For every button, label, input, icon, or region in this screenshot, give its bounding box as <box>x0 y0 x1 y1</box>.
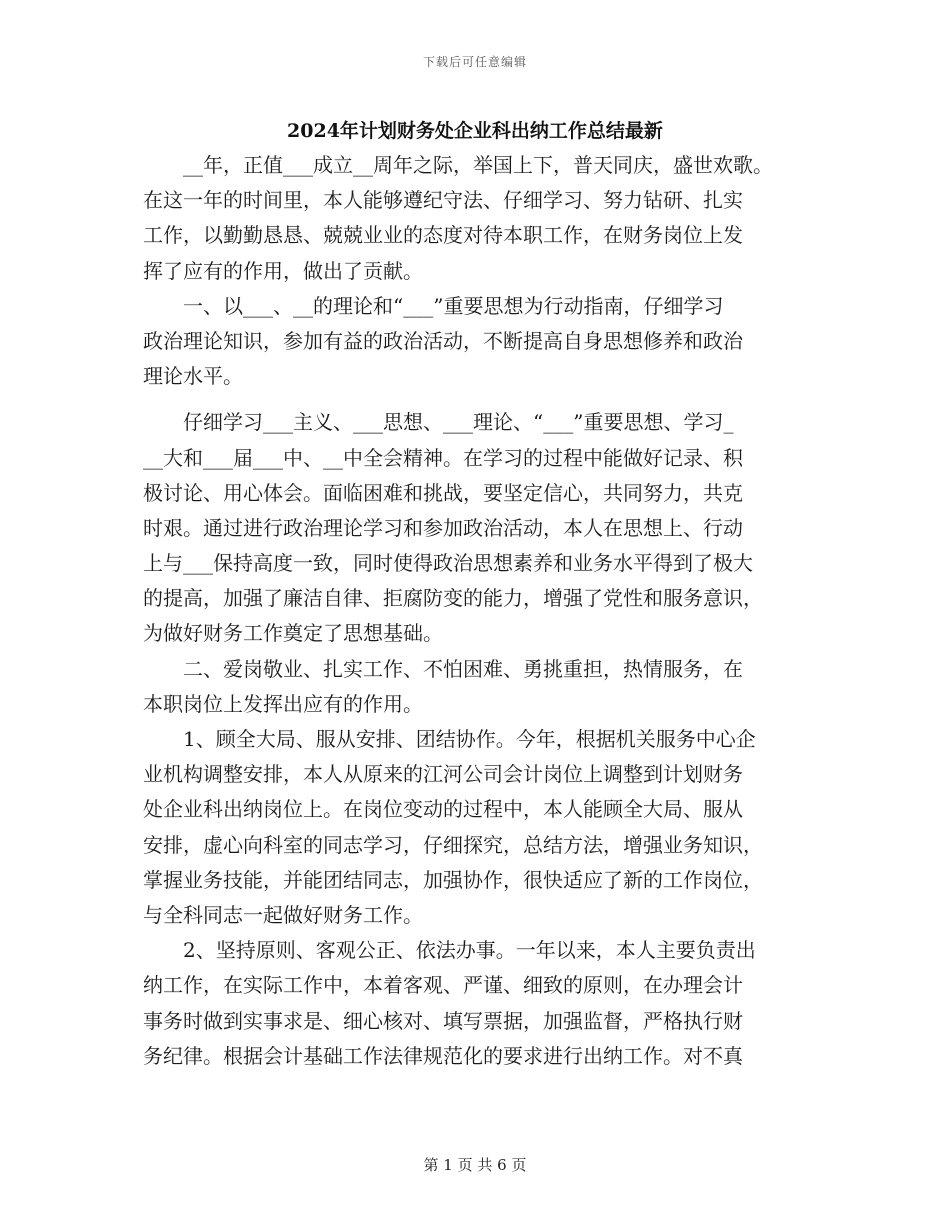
body-line: 业机构调整安排，本人从原来的江河公司会计岗位上调整到计划财务 <box>143 762 743 787</box>
page-header: 下载后可任意编辑 <box>422 55 527 69</box>
body-line: 政治理论知识，参加有益的政治活动，不断提高自身思想修养和政治 <box>143 328 743 353</box>
document-body <box>143 148 809 1074</box>
body-line: 二、爱岗敬业、扎实工作、不怕困难、勇挑重担，热情服务，在 <box>143 656 743 681</box>
body-line: __大和___届___中、__中全会精神。在学习的过程中能做好记录、积 <box>143 445 743 470</box>
body-line: 本职岗位上发挥出应有的作用。 <box>143 691 423 716</box>
document-title: 2024年计划财务处企业科出纳工作总结最新 <box>287 120 663 142</box>
body-line: 极讨论、用心体会。面临困难和挑战，要坚定信心，共同努力，共克 <box>143 480 743 505</box>
body-line: 时艰。通过进行政治理论学习和参加政治活动，本人在思想上、行动 <box>143 515 743 540</box>
body-line: 安排，虚心向科室的同志学习，仔细探究，总结方法，增强业务知识， <box>143 832 763 857</box>
body-line: 一、以___、__的理论和“___”重要思想为行动指南，仔细学习 <box>143 293 724 318</box>
body-line: 工作，以勤勤恳恳、兢兢业业的态度对待本职工作，在财务岗位上发 <box>143 223 743 248</box>
body-line: 的提高，加强了廉洁自律、拒腐防变的能力，增强了党性和服务意识， <box>143 586 763 611</box>
body-line: 上与___保持高度一致，同时使得政治思想素养和业务水平得到了极大 <box>143 551 753 576</box>
body-line: 为做好财务工作奠定了思想基础。 <box>143 621 443 646</box>
body-line: __年，正值___成立__周年之际，举国上下，普天同庆，盛世欢歌。 <box>143 153 773 177</box>
body-line: 处企业科出纳岗位上。在岗位变动的过程中，本人能顾全大局、服从 <box>143 797 743 822</box>
body-line: 事务时做到实事求是、细心核对、填写票据，加强监督，严格执行财 <box>143 1008 743 1033</box>
body-line: 1、顾全大局、服从安排、团结协作。今年，根据机关服务中心企 <box>143 727 756 751</box>
body-line: 掌握业务技能，并能团结同志，加强协作，很快适应了新的工作岗位， <box>143 867 763 892</box>
body-line: 2、坚持原则、客观公正、依法办事。一年以来，本人主要负责出 <box>143 938 756 963</box>
body-line: 务纪律。根据会计基础工作法律规范化的要求进行出纳工作。对不真 <box>143 1043 743 1068</box>
body-line: 在这一年的时间里，本人能够遵纪守法、仔细学习、努力钻研、扎实 <box>143 188 743 213</box>
body-line: 挥了应有的作用，做出了贡献。 <box>143 258 423 283</box>
page-number: 第 1 页 共 6 页 <box>423 1156 527 1174</box>
body-line: 纳工作，在实际工作中，本着客观、严谨、细致的原则，在办理会计 <box>143 973 743 998</box>
body-line: 理论水平。 <box>143 364 243 389</box>
body-line: 与全科同志一起做好财务工作。 <box>143 902 423 927</box>
body-line: 仔细学习___主义、___思想、___理论、“___”重要思想、学习_ <box>143 410 734 435</box>
